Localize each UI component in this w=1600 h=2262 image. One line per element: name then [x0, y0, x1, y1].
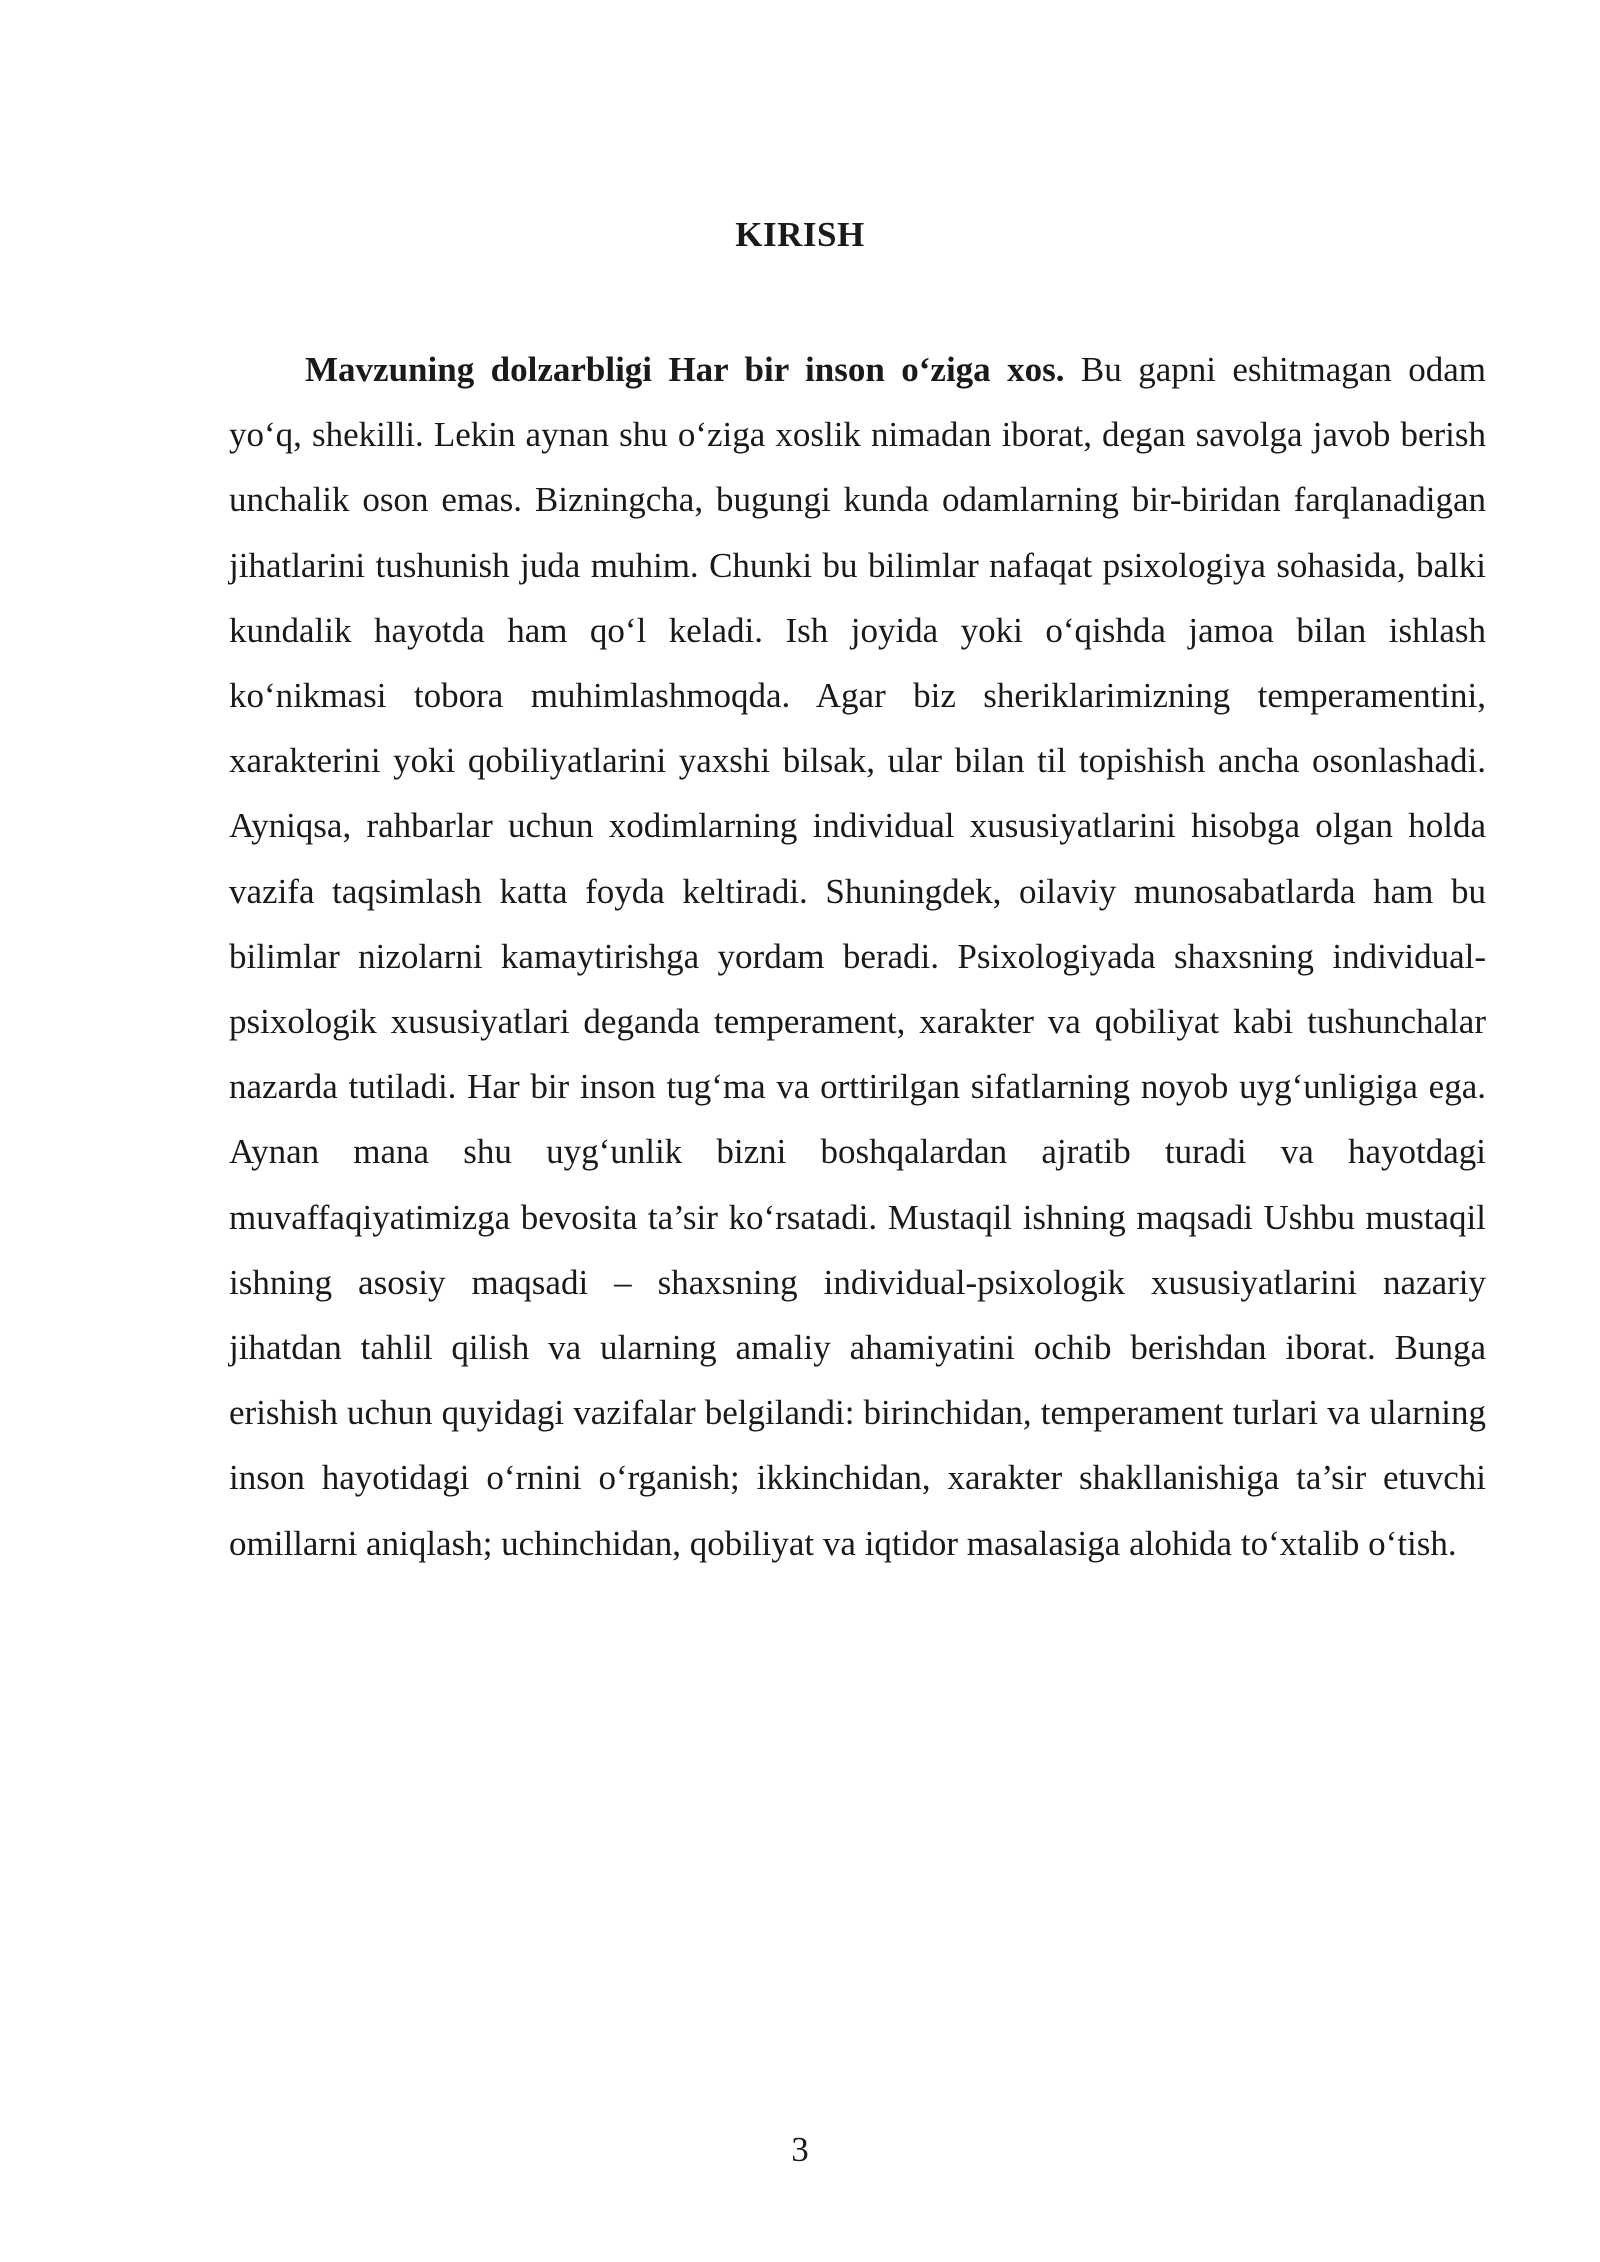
paragraph-text: Bu gapni eshitmagan odam yo‘q, shekilli. Lekin aynan shu o‘ziga xoslik nimadan iborat, degan savolga javob berish unchalik oson emas. Bizningcha, bugungi kunda odamlarning bir-biridan farqlanadigan jihatlarini tushunish juda muhim. Chunki bu bilimlar nafaqat psixologiya sohasida, balki kundalik hayotda ham qo‘l keladi. Ish joyida yoki o‘qishda jamoa bilan ishlash ko‘nikmasi tobora muhimlashmoqda. Agar biz sheriklarimizning temperamentini, xarakterini yoki qobiliyatlarini yaxshi bilsak, ular bilan til topishish ancha osonlashadi. Ayniqsa, rahbarlar uchun xodimlarning individual xususiyatlarini hisobga olgan holda vazifa taqsimlash katta foyda keltiradi. Shuningdek, oilaviy munosabatlarda ham bu bilimlar nizolarni kamaytirishga yordam beradi. Psixologiyada shaxsning individual-psixologik xususiyatlari deganda temperament, xarakter va qobiliyat kabi tushunchalar nazarda tutiladi. Har bir inson tug‘ma va orttirilgan sifatlarning noyob uyg‘unligiga ega. Aynan mana shu uyg‘unlik bizni boshqalardan ajratib turadi va hayotdagi muvaffaqiyatimizga bevosita ta’sir ko‘rsatadi. Mustaqil ishning maqsadi Ushbu mustaqil ishning asosiy maqsadi – shaxsning individual-psixologik xususiyatlarini nazariy jihatdan tahlil qilish va ularning amaliy ahamiyatini ochib berishdan iborat. Bunga erishish uchun quyidagi vazifalar belgilandi: birinchidan, temperament turlari va ularning inson hayotidagi o‘rnini o‘rganish; ikkinchidan, xarakter shakllanishiga ta’sir etuvchi omillarni aniqlash; uchinchidan, qobiliyat va iqtidor masalasiga alohida to‘xtalib o‘tish.: [229, 350, 1486, 1563]
page-number: 3: [791, 2130, 809, 2169]
paragraph-lead-bold: Mavzuning dolzarbligi Har bir inson o‘ziga xos.: [305, 350, 1065, 389]
section-heading: KIRISH: [735, 215, 865, 254]
body-paragraph: [229, 337, 1486, 1576]
